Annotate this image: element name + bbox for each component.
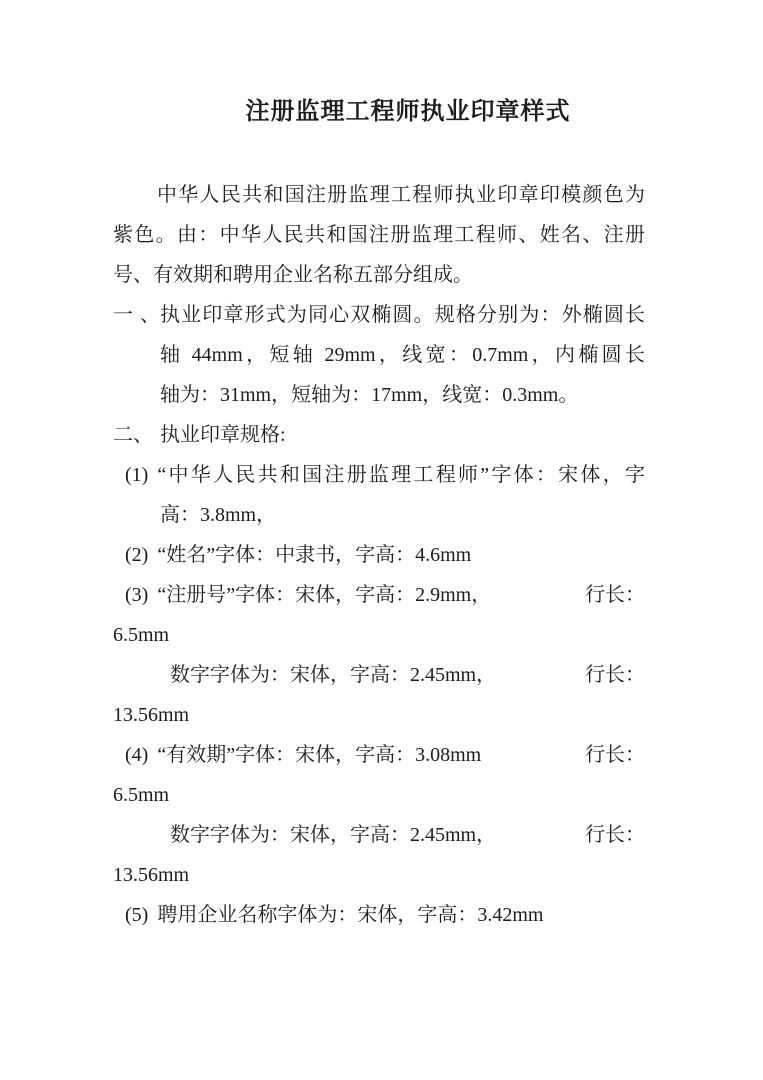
- sub-item-marker: (2): [125, 544, 149, 566]
- paragraph-line: 号、有效期和聘用企业名称五部分组成。: [113, 264, 473, 286]
- paragraph-line: 中华人民共和国注册监理工程师执业印章印模颜色为: [157, 184, 645, 206]
- value-line: 13.56mm: [113, 704, 190, 726]
- sub-item-marker: (1): [125, 464, 149, 486]
- line-length-label: 行长：: [585, 664, 645, 686]
- sub-item-line: [113, 535, 645, 575]
- line-length-label: 行长：: [585, 744, 645, 766]
- line-text: 数字字体为：宋体，字高：2.45mm，: [170, 824, 497, 846]
- sub-item-line: [113, 455, 645, 495]
- line-text: “有效期”字体：宋体，字高：3.08mm: [157, 744, 482, 766]
- sub-item-marker: (4): [125, 744, 149, 766]
- continuation-line: 高：3.8mm，: [160, 504, 277, 526]
- line-text: “注册号”字体：宋体，字高：2.9mm，: [157, 584, 492, 606]
- line-length-label: 行长：: [585, 824, 645, 846]
- sub-item-line: [113, 735, 645, 775]
- continuation-line: 轴 44mm，短轴 29mm，线宽：0.7mm，内椭圆长: [160, 344, 645, 366]
- sub-item-marker: (5): [125, 904, 149, 926]
- sub-item-marker: (3): [125, 584, 149, 606]
- line-text: 数字字体为：宋体，字高：2.45mm，: [170, 664, 497, 686]
- value-line: 13.56mm: [113, 864, 190, 886]
- line-length-label: 行长：: [585, 584, 645, 606]
- list-marker: 一、: [113, 304, 160, 326]
- paragraph-line: 紫色。由：中华人民共和国注册监理工程师、姓名、注册: [113, 224, 645, 246]
- list-item-line: [113, 295, 645, 335]
- list-marker: 二、: [113, 424, 153, 446]
- line-text: 执业印章形式为同心双椭圆。规格分别为：外椭圆长: [160, 304, 645, 326]
- value-line: 6.5mm: [113, 624, 170, 646]
- line-text: 聘用企业名称字体为：宋体，字高：3.42mm: [157, 904, 544, 926]
- sub-item-line: [113, 575, 645, 615]
- value-line: 6.5mm: [113, 784, 170, 806]
- sub-item-line: [113, 655, 645, 695]
- line-text: 执业印章规格:: [160, 424, 286, 446]
- document-content: [113, 0, 645, 935]
- document-body: [113, 175, 645, 935]
- sub-item-line: [113, 815, 645, 855]
- line-text: “姓名”字体：中隶书，字高：4.6mm: [157, 544, 472, 566]
- sub-item-line: [113, 895, 645, 935]
- line-text: “中华人民共和国注册监理工程师”字体：宋体，字: [157, 464, 645, 486]
- continuation-line: 轴为：31mm，短轴为：17mm，线宽：0.3mm。: [160, 384, 579, 406]
- list-item-line: [113, 415, 645, 455]
- page-title: 注册监理工程师执业印章样式: [245, 99, 571, 125]
